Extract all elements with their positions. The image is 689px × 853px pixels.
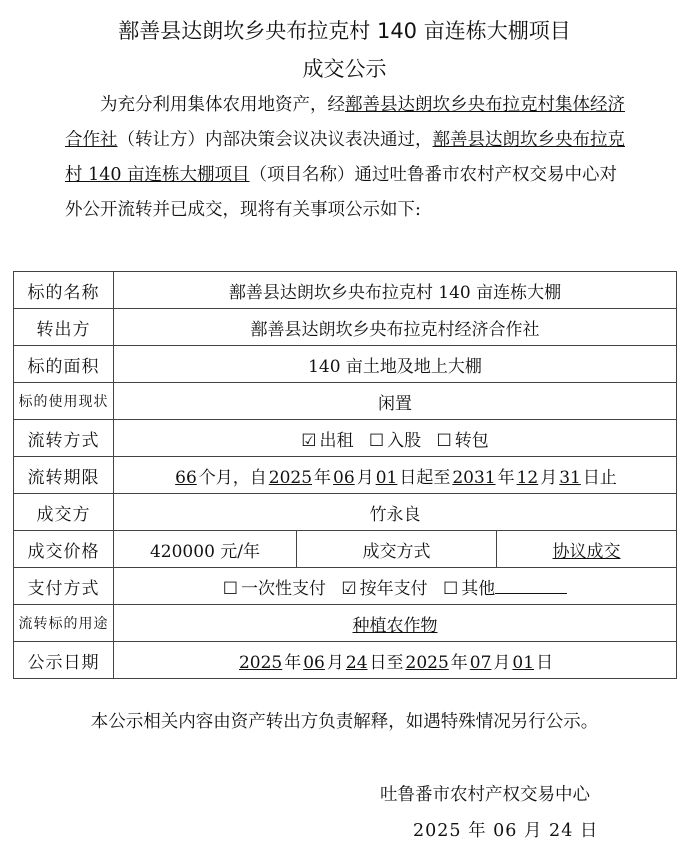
table-row (14, 605, 677, 642)
period-months: 66 (175, 467, 197, 488)
document-subtitle: 成交公示 (302, 57, 387, 81)
period-text: 个月，自 (198, 467, 267, 488)
period-label: 流转期限 (14, 457, 114, 494)
transferor-value: 鄯善县达朗坎乡央布拉克村经济合作社 (114, 309, 677, 346)
period-text: 月 (540, 467, 558, 488)
table-row (14, 494, 677, 531)
period-text: 日止 (582, 467, 617, 488)
period-text: 日起至 (399, 467, 451, 488)
period-end-year: 2031 (452, 467, 496, 488)
date-text: 日至 (369, 652, 404, 673)
date-text: 年 (284, 652, 302, 673)
option-lump-sum: 一次性支付 (240, 578, 326, 599)
price-label: 成交价格 (14, 531, 114, 568)
use-text: 种植农作物 (352, 615, 438, 636)
table-row (14, 272, 677, 309)
table-row (14, 568, 677, 605)
deal-method-label: 成交方式 (297, 531, 497, 568)
option-annual: 按年支付 (359, 578, 428, 599)
deal-method-value (497, 531, 677, 568)
intro-project-name: 鄯善县达朗坎乡央布拉克村 140 亩连栋大棚项目 (65, 130, 625, 185)
option-shares: 入股 (387, 430, 422, 451)
option-other: 其他 (461, 578, 496, 599)
unchecked-box-icon: ☐ (443, 578, 459, 599)
period-text: 月 (356, 467, 374, 488)
deal-method-text: 协议成交 (552, 541, 621, 562)
end-month: 07 (469, 652, 492, 673)
checked-box-icon: ☑ (341, 578, 357, 599)
table-row (14, 346, 677, 383)
period-end-month: 12 (516, 467, 539, 488)
document-title: 鄯善县达朗坎乡央布拉克村 140 亩连栋大棚项目 (118, 19, 571, 43)
subject-label: 标的名称 (14, 272, 114, 309)
issue-date: 2025 年 06 月 24 日 (413, 821, 599, 841)
start-year: 2025 (238, 652, 283, 673)
period-start-day: 01 (375, 467, 398, 488)
period-text: 年 (497, 467, 515, 488)
table-row (14, 642, 677, 679)
table-row (14, 531, 677, 568)
method-label: 流转方式 (14, 420, 114, 457)
date-text: 月 (493, 652, 511, 673)
blank-line (495, 577, 567, 594)
buyer-value: 竹永良 (114, 494, 677, 531)
buyer-label: 成交方 (14, 494, 114, 531)
period-text: 年 (314, 467, 332, 488)
table-row (14, 457, 677, 494)
end-year: 2025 (405, 652, 449, 673)
area-label: 标的面积 (14, 346, 114, 383)
table-row (14, 383, 677, 420)
option-subcontract: 转包 (454, 430, 489, 451)
status-value: 闲置 (114, 383, 677, 420)
price-value: 420000 元/年 (114, 531, 297, 568)
issuer-name: 吐鲁番市农村产权交易中心 (380, 785, 590, 805)
date-text: 月 (326, 652, 344, 673)
area-value: 140 亩土地及地上大棚 (114, 346, 677, 383)
checked-box-icon: ☑ (301, 430, 317, 451)
end-day: 01 (512, 652, 535, 673)
option-rent: 出租 (319, 430, 354, 451)
period-start-month: 06 (333, 467, 355, 488)
start-month: 06 (303, 652, 325, 673)
intro-text-3: （项目名称）通过吐鲁番市农村产权交易中心对外公开流转并已成交，现将有关事项公示如下: (65, 165, 618, 220)
intro-text-2: （转让方）内部决策会议决议表决通过， (117, 130, 433, 150)
start-day: 24 (345, 652, 368, 673)
date-text: 日 (536, 652, 554, 673)
intro-paragraph (65, 88, 625, 228)
payment-options (114, 568, 677, 605)
subject-value: 鄯善县达朗坎乡央布拉克村 140 亩连栋大棚 (114, 272, 677, 309)
date-text: 年 (450, 652, 468, 673)
status-label: 标的使用现状 (14, 383, 114, 420)
deal-info-table (13, 271, 677, 679)
period-value (114, 457, 677, 494)
notice-date-label: 公示日期 (14, 642, 114, 679)
method-options (114, 420, 677, 457)
period-end-day: 31 (559, 467, 581, 488)
notice-date-value (114, 642, 677, 679)
intro-transferor: 鄯善县达朗坎乡央布拉克村集体经济合作社 (65, 95, 625, 150)
period-start-year: 2025 (268, 467, 313, 488)
table-row (14, 309, 677, 346)
intro-text-1: 为充分利用集体农用地资产，经 (100, 95, 345, 115)
footnote: 本公示相关内容由资产转出方负责解释，如遇特殊情况另行公示。 (90, 712, 599, 732)
unchecked-box-icon: ☐ (222, 578, 238, 599)
payment-label: 支付方式 (14, 568, 114, 605)
transferor-label: 转出方 (14, 309, 114, 346)
unchecked-box-icon: ☐ (436, 430, 452, 451)
table-row (14, 420, 677, 457)
use-value (114, 605, 677, 642)
use-label: 流转标的用途 (14, 605, 114, 642)
unchecked-box-icon: ☐ (368, 430, 385, 451)
